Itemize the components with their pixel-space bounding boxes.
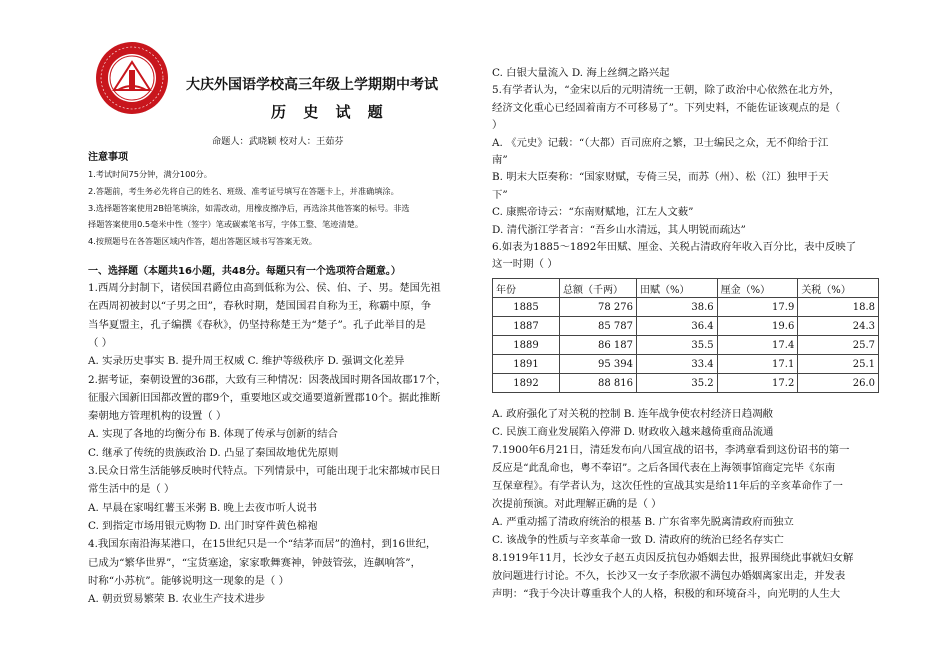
table-cell: 38.6	[637, 298, 718, 317]
text-line: 下”	[492, 188, 508, 201]
subject-title: 历 史 试 题	[271, 103, 389, 121]
table-row	[493, 317, 879, 336]
table-cell: 88 816	[560, 374, 637, 393]
text-line: A. 早晨在家喝红薯玉米粥 B. 晚上去夜市听人说书	[88, 501, 318, 514]
notice-item: 择题答案使用0.5毫米中性（签字）笔或碳素笔书写，字体工整、笔迹清楚。	[88, 219, 364, 229]
table-cell: 25.1	[798, 355, 879, 374]
text-line: 时称“小苏杭”。能够说明这一现象的是（ ）	[88, 574, 289, 587]
table-row	[493, 355, 879, 374]
table-cell: 85 787	[560, 317, 637, 336]
table-cell: 35.5	[637, 336, 718, 355]
text-line: （ ）	[88, 336, 113, 349]
table-cell: 26.0	[798, 374, 879, 393]
table-row	[493, 298, 879, 317]
text-line: 次提前预演。对此理解正确的是（ ）	[492, 498, 662, 510]
text-line: 在西周初被封以“子男之田”，春秋时期，楚国国君自称为王，称霸中原，争	[88, 300, 432, 313]
text-line: D. 清代浙江学者言：“吾乡山水清远，其人明锐而疏达”	[492, 223, 746, 236]
text-line: 放问题进行讨论。不久，长沙又一女子李欣淑不满包办婚姻离家出走，并发表	[492, 570, 846, 582]
text-line: 6.如表为1885～1892年田赋、厘金、关税占清政府年收入百分比，表中反映了	[492, 241, 857, 253]
text-line: 3.民众日常生活能够反映时代特点。下列情景中，可能出现于北宋都城市民日	[88, 465, 441, 477]
table-header: 年份	[493, 279, 560, 298]
text-line: 这一时期（ ）	[492, 258, 558, 271]
table-cell: 1889	[493, 336, 560, 355]
text-line: 当华夏盟主，孔子编撰《春秋》，仍坚持称楚王为“楚子”。孔子此举目的是	[88, 318, 426, 331]
authors: 命题人：武晓颖 校对人：王茹芬	[212, 136, 344, 147]
table-cell: 17.9	[717, 298, 798, 317]
text-line: 1.西周分封制下，诸侯国君爵位由高到低称为公、侯、伯、子、男。楚国先祖	[88, 282, 441, 294]
text-line: 2.据考证，秦朝设置的36郡，大致有三种情况：因袭战国时期各国故郡17个，	[88, 373, 447, 386]
text-line: A. 严重动摇了清政府统治的根基 B. 广东省率先脱离清政府而独立	[492, 516, 794, 528]
text-line: C. 该战争的性质与辛亥革命一致 D. 清政府的统治已经名存实亡	[492, 534, 784, 546]
table-cell: 19.6	[717, 317, 798, 336]
table-cell: 78 276	[560, 298, 637, 317]
table-cell: 95 394	[560, 355, 637, 374]
table-header: 关税（%）	[798, 279, 879, 298]
text-line: C. 康熙帝诗云：“东南财赋地，江左人文薮”	[492, 206, 694, 219]
text-line: A. 《元史》记载：“（大都）百司庶府之繁，卫士编民之众，无不仰给于江	[492, 136, 829, 149]
text-line: 5.有学者认为，“金宋以后的元明清统一王朝，除了政治中心依然在北方外，	[492, 84, 840, 97]
table-cell: 17.1	[717, 355, 798, 374]
text-line: B. 明末大臣奏称：“国家财赋，专倚三吴，而苏（州）、松（江）独甲于天	[492, 171, 829, 184]
notice-item: 2.答题前，考生务必先将自己的姓名、班级、准考证号填写在答题卡上，并准确填涂。	[88, 186, 399, 196]
text-line: 7.1900年6月21日，清廷发布向八国宣战的诏书，李鸿章看到这份诏书的第一	[492, 444, 850, 456]
text-line: 反应是“此乱命也，粤不奉诏”。之后各国代表在上海领事馆商定完毕《东南	[492, 462, 836, 474]
revenue-table	[492, 278, 879, 393]
table-cell: 24.3	[798, 317, 879, 336]
section-heading: 一、选择题（本题共16小题，共48分。每题只有一个选项符合题意。）	[88, 266, 401, 277]
table-cell: 36.4	[637, 317, 718, 336]
school-title: 大庆外国语学校高三年级上学期期中考试	[186, 77, 438, 93]
text-line: C. 到指定市场用银元购物 D. 出门时穿件黄色棉袍	[88, 519, 318, 532]
text-line: 经济文化重心已经固着南方不可移易了”。下列史料，不能佐证该观点的是（	[492, 101, 841, 114]
table-row	[493, 336, 879, 355]
table-header: 厘金（%）	[717, 279, 798, 298]
text-line: 4.我国东南沿海某港口，在15世纪只是一个“结茅而居”的渔村，到16世纪，	[88, 538, 437, 551]
text-line: 8.1919年11月，长沙女子赵五贞因反抗包办婚姻去世，报界围绕此事就妇女解	[492, 552, 854, 564]
text-line: 声明：“我于今决计尊重我个人的人格，积极的和环境奋斗，向光明的人生大	[492, 588, 841, 600]
table-cell: 1887	[493, 317, 560, 336]
table-cell: 17.2	[717, 374, 798, 393]
table-cell: 33.4	[637, 355, 718, 374]
text-line: A. 实录历史事实 B. 提升周王权威 C. 维护等级秩序 D. 强调文化差异	[88, 355, 405, 368]
table-header: 田赋（%）	[637, 279, 718, 298]
text-line: C. 继承了传统的贵族政治 D. 凸显了秦国故地优先原则	[88, 446, 339, 459]
table-cell: 17.4	[717, 336, 798, 355]
notice-heading: 注意事项	[88, 152, 128, 163]
table-cell: 35.2	[637, 374, 718, 393]
school-logo	[94, 40, 170, 116]
text-line: 征服六国新旧国都改置的郡9个，重要地区或交通要道新置郡10个。据此推断	[88, 391, 441, 404]
table-cell: 25.7	[798, 336, 879, 355]
text-line: ）	[492, 119, 503, 132]
text-line: C. 民族工商业发展陷入停滞 D. 财政收入越来越倚重商品流通	[492, 426, 774, 438]
text-line: 已成为“繁华世界”，“宝货塞途，家家歌舞赛神，钟鼓管弦，连飙响答”，	[88, 556, 421, 569]
text-line: 常生活中的是（ ）	[88, 483, 175, 496]
table-cell: 1892	[493, 374, 560, 393]
table-header-row	[493, 279, 879, 298]
notice-item: 3.选择题答案使用2B铅笔填涂，如需改动，用橡皮擦净后，再选涂其他答案的标号。非选	[88, 203, 410, 213]
text-line: 南”	[492, 154, 508, 166]
notice-item: 4.按照题号在各答题区域内作答，超出答题区域书写答案无效。	[88, 236, 317, 246]
text-line: 互保章程》。有学者认为，这次任性的宣战其实是给11年后的辛亥革命作了一	[492, 480, 843, 492]
table-cell: 18.8	[798, 298, 879, 317]
text-line: A. 政府强化了对关税的控制 B. 连年战争使农村经济日趋凋敝	[492, 408, 774, 420]
table-cell: 86 187	[560, 336, 637, 355]
table-row	[493, 374, 879, 393]
table-cell: 1891	[493, 355, 560, 374]
text-line: A. 朝贡贸易繁荣 B. 农业生产技术进步	[88, 593, 266, 606]
table-header: 总额（千两）	[560, 279, 637, 298]
table-cell: 1885	[493, 298, 560, 317]
notice-item: 1.考试时间75分钟，满分100分。	[88, 169, 212, 179]
text-line: 秦朝地方管理机构的设置（ ）	[88, 410, 227, 423]
text-line: C. 白银大量流入 D. 海上丝绸之路兴起	[492, 67, 670, 79]
text-line: A. 实现了各地的均衡分布 B. 体现了传承与创新的结合	[88, 428, 338, 441]
